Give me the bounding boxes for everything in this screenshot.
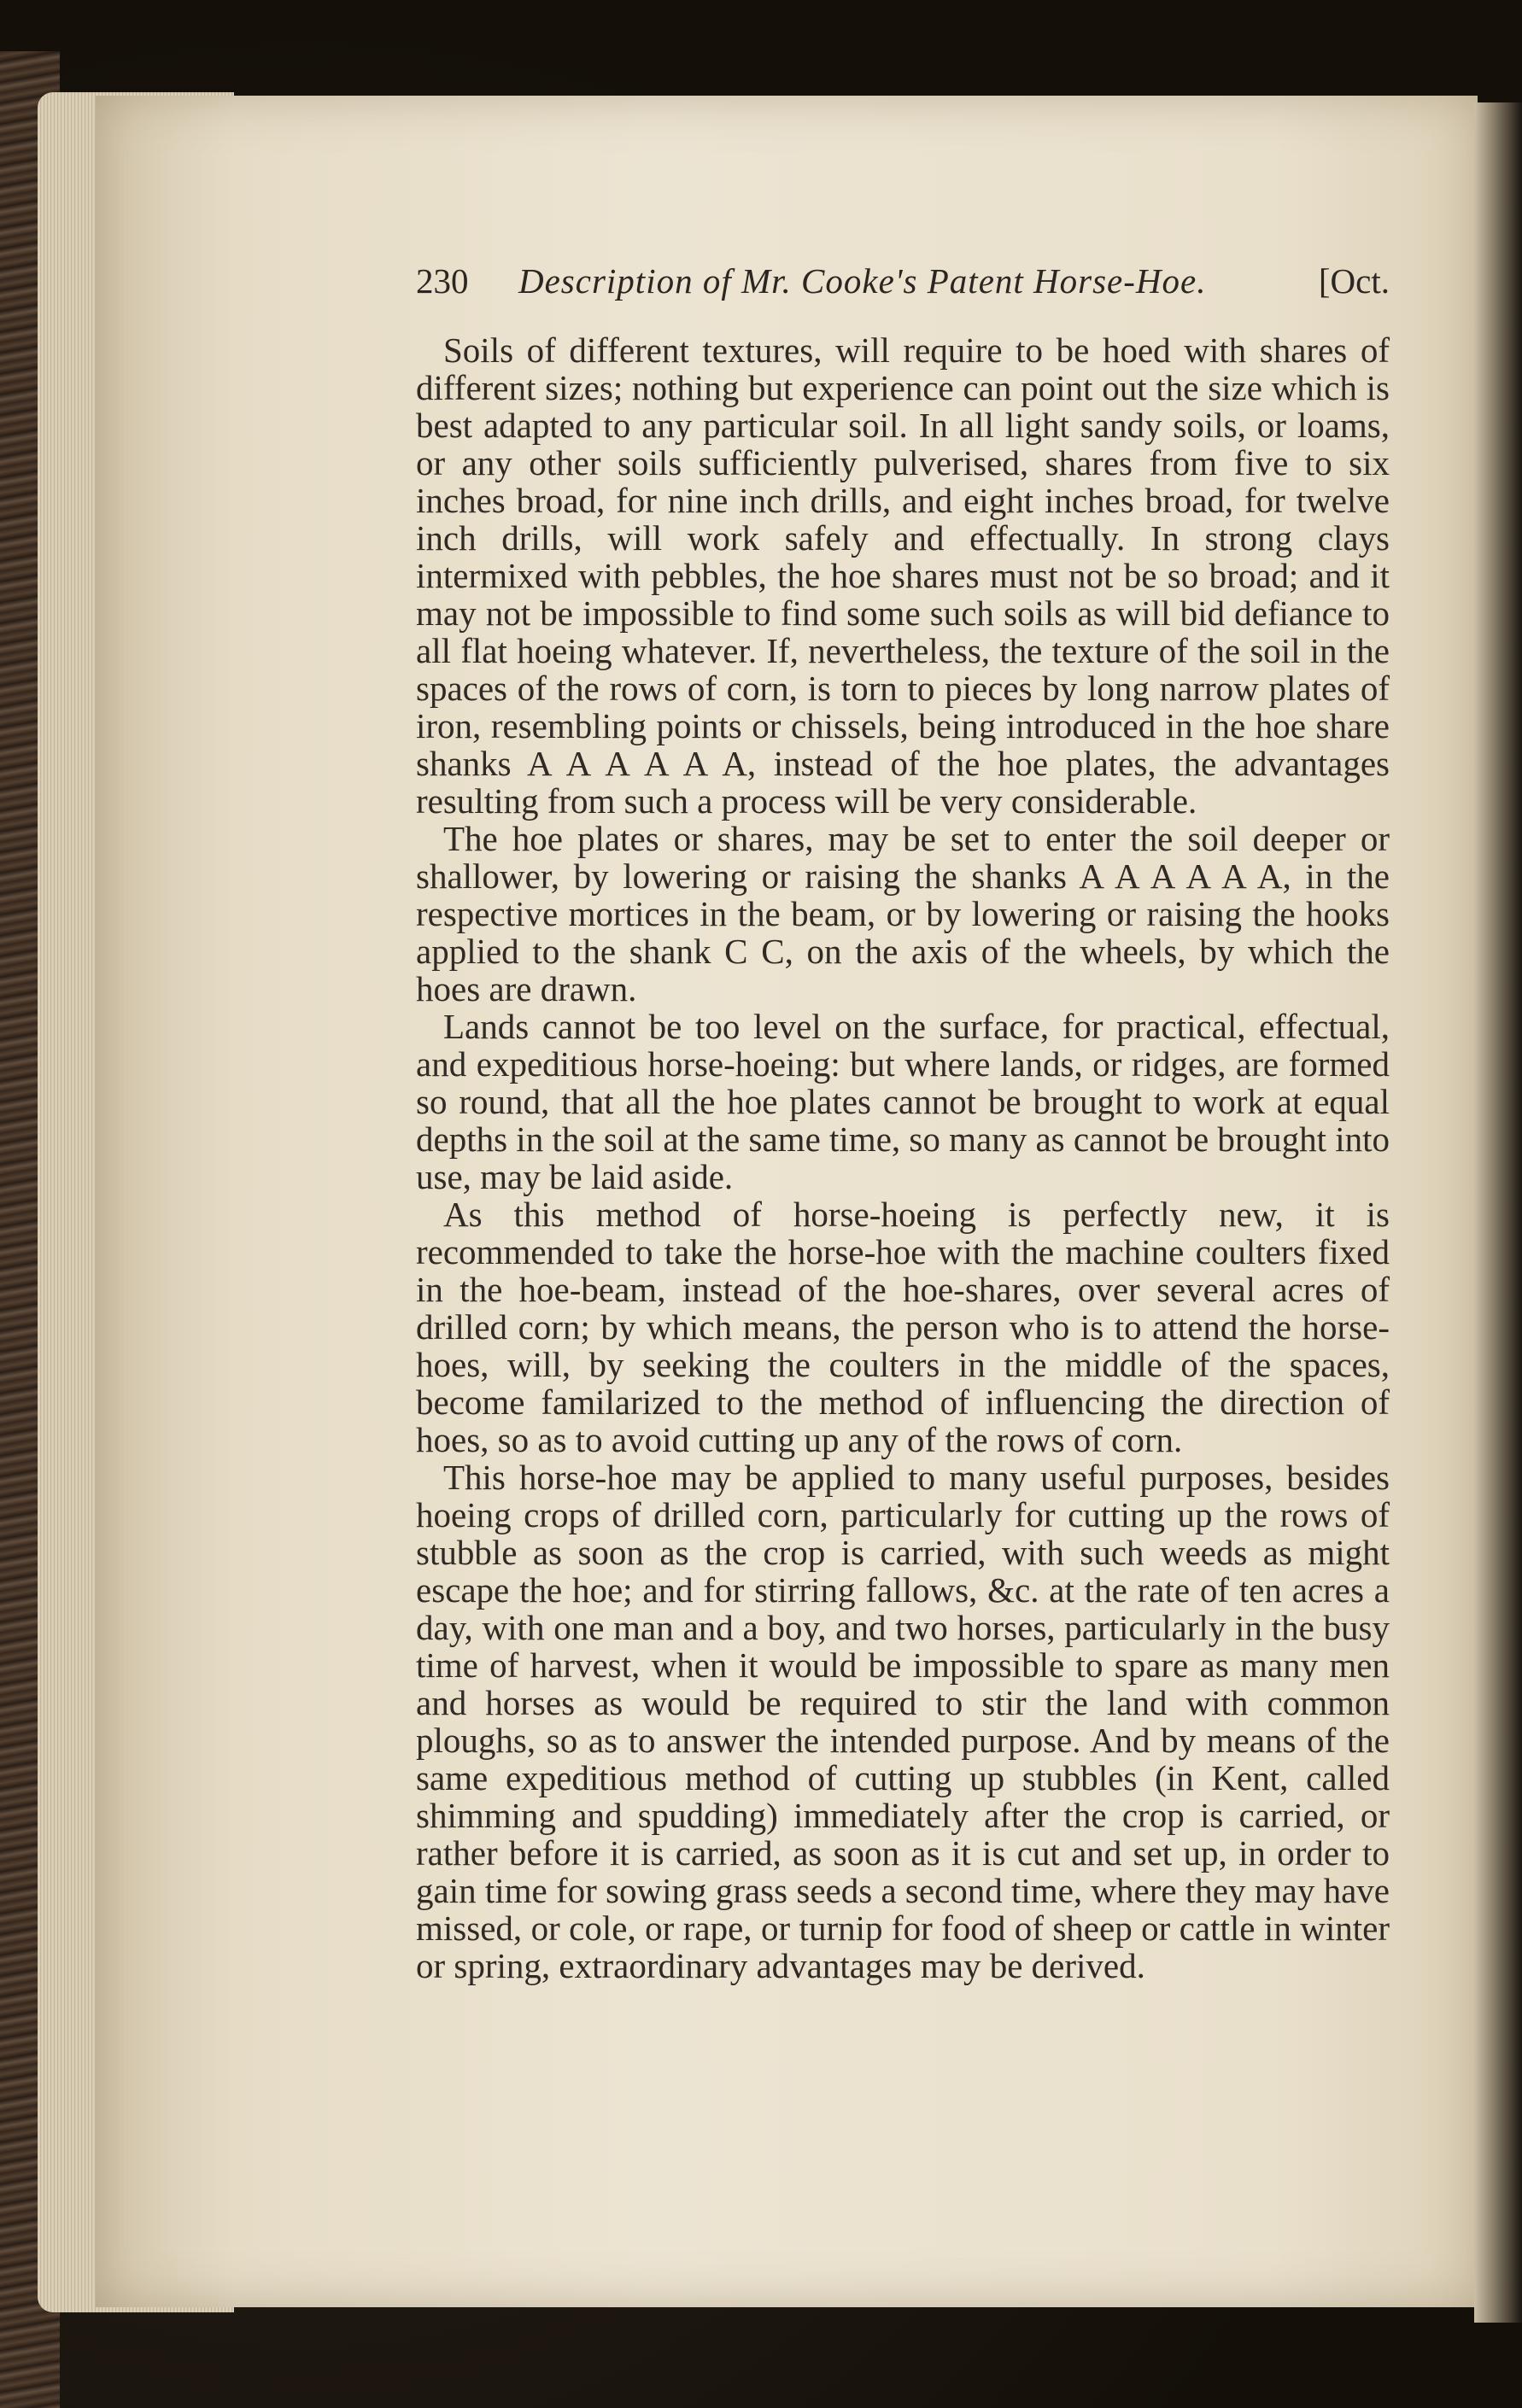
paragraph: The hoe plates or shares, may be set to enter the soil deeper or shallower, by lowering or raising the shanks A A A A A A, in the respective mortices in the beam, or by lowering or raising the hooks applied to the shank C C, on the axis of the wheels, by which the hoes are drawn. — [416, 819, 1390, 1008]
paragraph: This horse-hoe may be applied to many useful purposes, besides hoeing crops of drilled corn, particularly for cutting up the rows of stubble as soon as the crop is carried, with such weeds as might escape the hoe; and for stirring fallows, &c. at the rate of ten acres a day, with one man and a boy, and two horses, particularly in the busy time of harvest, when it would be impossible to spare as many men and horses as would be required to stir the land with common ploughs, so as to answer the intended purpose. And by means of the same expeditious method of cutting up stubbles (in Kent, called shimming and spudding) immediately after the crop is carried, or rather before it is carried, as soon as it is cut and set up, in order to gain time for sowing grass seeds a second time, where they may have missed, or cole, or rape, or turnip for food of sheep or cattle in winter or spring, extraordinary advantages may be derived. — [416, 1458, 1390, 1985]
body-text — [416, 331, 1390, 1984]
header-month: [Oct. — [1318, 261, 1390, 301]
paragraph: Lands cannot be too level on the surface, for practical, effectual, and expeditious horse-hoeing: but where lands, or ridges, are formed so round, that all the hoe plates cannot be brought to work at equal depths in the soil at the same time, so many as cannot be brought into use, may be laid aside. — [416, 1007, 1390, 1196]
running-header — [416, 260, 1390, 312]
paragraph: As this method of horse-hoeing is perfectly new, it is recommended to take the horse-hoe with the machine coulters fixed in the hoe-beam, instead of the hoe-shares, over several acres of drilled corn; by which means, the person who is to attend the horse-hoes, will, by seeking the coulters in the middle of the spaces, become familarized to the method of influencing the direction of hoes, so as to avoid cutting up any of the rows of corn. — [416, 1195, 1390, 1459]
page-number: 230 — [416, 261, 469, 301]
running-title: Description of Mr. Cooke's Patent Horse-Hoe. — [518, 261, 1207, 301]
paragraph: Soils of different textures, will require to be hoed with shares of different sizes; nothing but experience can point out the size which is best adapted to any particular soil. In all light sandy soils, or loams, or any other soils sufficiently pulverised, shares from five to six inches broad, for nine inch drills, and eight inches broad, for twelve inch drills, will work safely and effectually. In strong clays intermixed with pebbles, the hoe shares must not be so broad; and it may not be impossible to find some such soils as will bid defiance to all flat hoeing whatever. If, nevertheless, the texture of the soil in the spaces of the rows of corn, is torn to pieces by long narrow plates of iron, resembling points or chissels, being introduced in the hoe share shanks A A A A A A, instead of the hoe plates, the advantages resulting from such a process will be very considerable. — [416, 330, 1390, 821]
binding-gutter — [1474, 102, 1522, 2323]
